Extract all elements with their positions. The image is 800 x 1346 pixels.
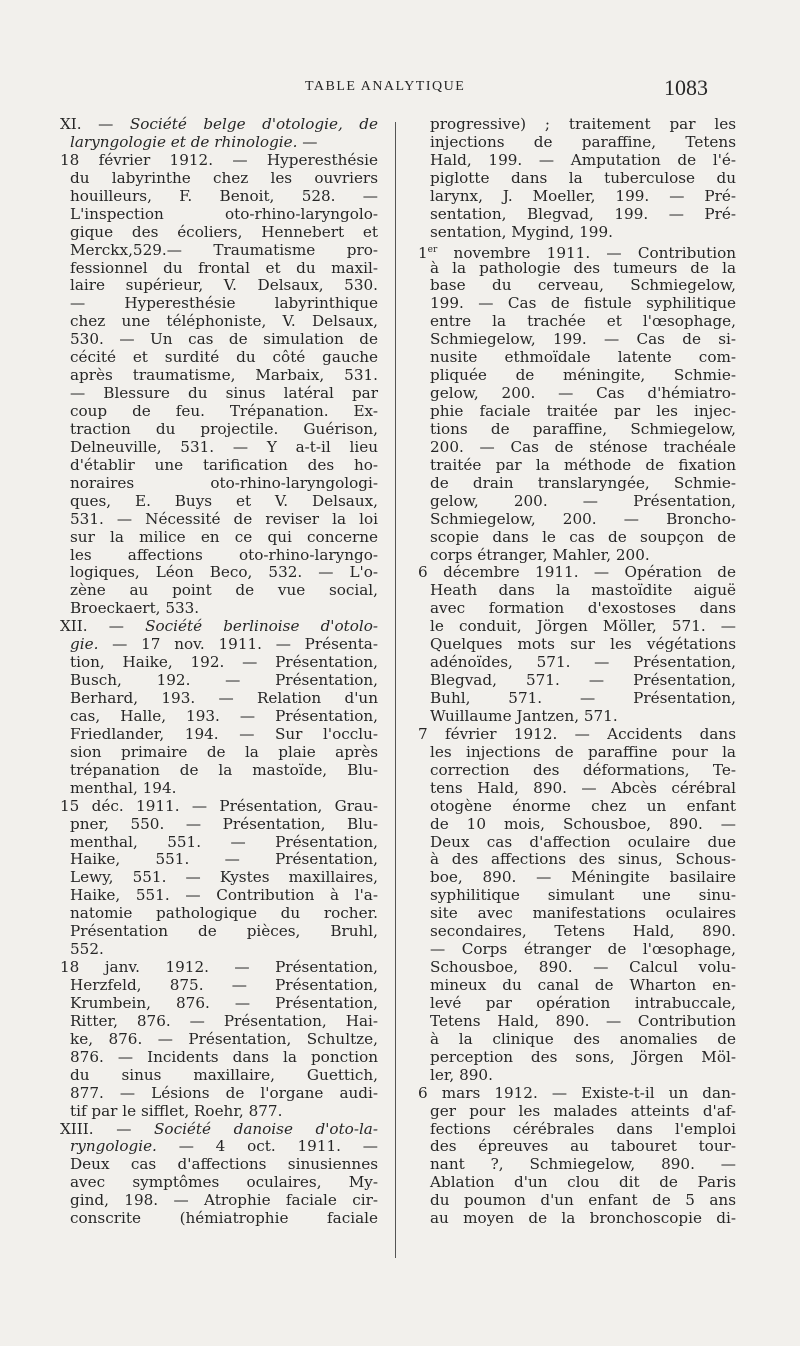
text-line: — Corps étranger de l'œsophage, [430, 940, 736, 959]
text-line: phie faciale traitée par les injec- [430, 402, 736, 420]
text-line: avec formation d'exostoses dans [430, 599, 736, 618]
text-line: Deux cas d'affections sinusiennes [70, 1155, 378, 1174]
text-line: houilleurs, F. Benoit, 528. — [70, 186, 378, 205]
left-column [60, 116, 378, 1228]
text-line: pliquée de méningite, Schmie- [430, 366, 736, 385]
text-line: Blegvad, 571. — Présentation, [430, 671, 736, 690]
text-line: secondaires, Tetens Hald, 890. [430, 922, 736, 941]
text-line: piglotte dans la tuberculose du [430, 168, 736, 187]
text-line: pner, 550. — Présentation, Blu- [70, 814, 378, 833]
text-line: Friedlander, 194. — Sur l'occlu- [70, 724, 378, 743]
text-line: 6 mars 1912. — Existe-t-il un dan- [418, 1083, 736, 1102]
text-line: ques, E. Buys et V. Delsaux, [70, 491, 378, 510]
text-line: le conduit, Jörgen Möller, 571. — [430, 617, 736, 636]
text-line: 552. [70, 940, 104, 959]
text-line: 15 déc. 1911. — Présentation, Grau- [60, 796, 378, 815]
text-line: traction du projectile. Guérison, [70, 419, 378, 438]
text-line: XIII. — Société danoise d'oto-la- [60, 1119, 378, 1138]
text-line: — Hyperesthésie labyrinthique [70, 294, 378, 313]
text-line: corps étranger, Mahler, 200. [430, 545, 650, 564]
text-line: chez une téléphoniste, V. Delsaux, [70, 312, 378, 331]
text-line: 531. — Nécessité de reviser la loi [70, 509, 378, 528]
text-line: — Blessure du sinus latéral par [70, 384, 378, 403]
text-line: larynx, J. Moeller, 199. — Pré- [430, 186, 736, 205]
page-header [0, 75, 800, 105]
text-line: laryngologie et de rhinologie. — [70, 132, 318, 151]
text-line: trépanation de la mastoïde, Blu- [70, 760, 378, 779]
text-line: perception des sons, Jörgen Möl- [430, 1047, 736, 1066]
text-line: syphilitique simulant une sinu- [430, 886, 736, 905]
text-line: otogène énorme chez un enfant [430, 796, 736, 815]
text-line: adénoïdes, 571. — Présentation, [430, 653, 736, 672]
text-line: Haike, 551. — Présentation, [70, 850, 378, 869]
text-line: Merckx,529.— Traumatisme pro- [70, 240, 378, 259]
text-line: L'inspection oto-rhino-laryngolo- [70, 204, 378, 223]
text-line: fections cérébrales dans l'emploi [430, 1119, 736, 1138]
text-line: après traumatisme, Marbaix, 531. [70, 366, 378, 385]
text-line: des épreuves au tabouret tour- [430, 1137, 736, 1156]
text-line: nant ?, Schmiegelow, 890. — [430, 1155, 736, 1174]
text-line: coup de feu. Trépanation. Ex- [70, 402, 378, 420]
text-line: 530. — Un cas de simulation de [70, 330, 378, 349]
text-line: site avec manifestations oculaires [430, 904, 736, 923]
text-line: progressive) ; traitement par les [430, 115, 736, 133]
text-line: gie. — 17 nov. 1911. — Présenta- [70, 635, 378, 654]
text-line: Krumbein, 876. — Présentation, [70, 993, 378, 1012]
text-line: ler, 890. [430, 1065, 493, 1084]
text-line: de drain translaryngée, Schmie- [430, 473, 736, 492]
text-line: Wuillaume Jantzen, 571. [430, 706, 618, 725]
text-line: au moyen de la bronchoscopie di- [430, 1209, 736, 1228]
text-line: Lewy, 551. — Kystes maxillaires, [70, 868, 378, 887]
text-line: les affections oto-rhino-laryngo- [70, 545, 378, 564]
text-line: 200. — Cas de sténose trachéale [430, 437, 736, 456]
text-line: Haike, 551. — Contribution à l'a- [70, 886, 378, 905]
text-line: Hald, 199. — Amputation de l'é- [430, 150, 736, 169]
text-line: Heath dans la mastoïdite aiguë [430, 581, 736, 600]
text-line: injections de paraffine, Tetens [430, 132, 736, 151]
text-line: Schousboe, 890. — Calcul volu- [430, 958, 736, 977]
text-line: Busch, 192. — Présentation, [70, 671, 378, 690]
text-line: 876. — Incidents dans la ponction [70, 1047, 378, 1066]
text-line: Herzfeld, 875. — Présentation, [70, 976, 378, 994]
text-line: Quelques mots sur les végétations [430, 635, 736, 654]
text-line: ke, 876. — Présentation, Schultze, [70, 1029, 378, 1048]
text-line: tens Hald, 890. — Abcès cérébral [430, 778, 736, 797]
text-line: nusite ethmoïdale latente com- [430, 348, 736, 367]
text-line: sion primaire de la plaie après [70, 742, 378, 761]
text-line: d'établir une tarification des ho- [70, 455, 378, 474]
text-line: 6 décembre 1911. — Opération de [418, 563, 736, 582]
text-line: Delneuville, 531. — Y a-t-il lieu [70, 437, 378, 456]
text-line: entre la trachée et l'œsophage, [430, 312, 736, 331]
text-line: Tetens Hald, 890. — Contribution [430, 1011, 736, 1030]
text-line: Schmiegelow, 200. — Broncho- [430, 509, 736, 528]
text-line: 199. — Cas de fistule syphilitique [430, 294, 736, 313]
text-line: Buhl, 571. — Présentation, [430, 689, 736, 707]
text-line: boe, 890. — Méningite basilaire [430, 868, 736, 887]
running-title: TABLE ANALYTIQUE [305, 79, 466, 94]
text-line: traitée par la méthode de fixation [430, 455, 736, 474]
text-line: XI. — Société belge d'otologie, de [60, 115, 378, 133]
text-line: laire supérieur, V. Delsaux, 530. [70, 276, 378, 295]
text-line: du sinus maxillaire, Guettich, [70, 1065, 378, 1084]
text-line: natomie pathologique du rocher. [70, 904, 378, 923]
text-line: menthal, 194. [70, 778, 177, 797]
text-line: de 10 mois, Schousboe, 890. — [430, 814, 736, 833]
text-line: à la clinique des anomalies de [430, 1029, 736, 1048]
text-line: levé par opération intrabuccale, [430, 993, 736, 1012]
text-line: sur la milice en ce qui concerne [70, 527, 378, 546]
column-divider [395, 122, 396, 1258]
text-line: gind, 198. — Atrophie faciale cir- [70, 1191, 378, 1210]
text-line: du poumon d'un enfant de 5 ans [430, 1191, 736, 1210]
text-line: gelow, 200. — Cas d'hémiatro- [430, 384, 736, 403]
text-line: 18 janv. 1912. — Présentation, [60, 958, 378, 977]
text-line: avec symptômes oculaires, My- [70, 1173, 378, 1192]
text-line: Deux cas d'affection oculaire due [430, 832, 736, 851]
text-line: Ablation d'un clou dit de Paris [430, 1173, 736, 1192]
text-line: du labyrinthe chez les ouvriers [70, 168, 378, 187]
text-line: gelow, 200. — Présentation, [430, 491, 736, 510]
text-line: tions de paraffine, Schmiegelow, [430, 419, 736, 438]
text-line: 1er novembre 1911. — Contribution [418, 243, 736, 262]
text-line: Ritter, 876. — Présentation, Hai- [70, 1011, 378, 1030]
right-column [418, 116, 736, 1228]
text-line: noraires oto-rhino-laryngologi- [70, 473, 378, 492]
text-line: zène au point de vue social, [70, 581, 378, 600]
text-line: Broeckaert, 533. [70, 599, 200, 618]
text-line: fessionnel du frontal et du maxil- [70, 258, 378, 277]
text-line: sentation, Blegvad, 199. — Pré- [430, 204, 736, 223]
text-line: cécité et surdité du côté gauche [70, 348, 378, 367]
text-line: Berhard, 193. — Relation d'un [70, 689, 378, 707]
text-line: à la pathologie des tumeurs de la [430, 258, 736, 277]
text-line: 18 février 1912. — Hyperesthésie [60, 150, 378, 169]
text-line: ger pour les malades atteints d'af- [430, 1101, 736, 1120]
text-line: base du cerveau, Schmiegelow, [430, 276, 736, 295]
text-line: ryngologie. — 4 oct. 1911. — [70, 1137, 378, 1156]
text-line: scopie dans le cas de soupçon de [430, 527, 736, 546]
text-line: 7 février 1912. — Accidents dans [418, 724, 736, 743]
text-line: les injections de paraffine pour la [430, 742, 736, 761]
text-line: à des affections des sinus, Schous- [430, 850, 736, 869]
text-line: menthal, 551. — Présentation, [70, 832, 378, 851]
text-line: Présentation de pièces, Bruhl, [70, 922, 378, 941]
text-line: conscrite (hémiatrophie faciale [70, 1209, 378, 1228]
text-line: logiques, Léon Beco, 532. — L'o- [70, 563, 378, 582]
page-number: 1083 [664, 75, 708, 100]
text-line: tion, Haike, 192. — Présentation, [70, 653, 378, 672]
text-line: cas, Halle, 193. — Présentation, [70, 706, 378, 725]
text-line: correction des déformations, Te- [430, 760, 736, 779]
text-line: mineux du canal de Wharton en- [430, 976, 736, 994]
text-line: gique des écoliers, Hennebert et [70, 222, 378, 241]
text-line: sentation, Mygind, 199. [430, 222, 613, 241]
text-line: 877. — Lésions de l'organe audi- [70, 1083, 378, 1102]
text-line: XII. — Société berlinoise d'otolo- [60, 617, 378, 636]
text-line: Schmiegelow, 199. — Cas de si- [430, 330, 736, 349]
text-line: tif par le sifflet, Roehr, 877. [70, 1101, 283, 1120]
